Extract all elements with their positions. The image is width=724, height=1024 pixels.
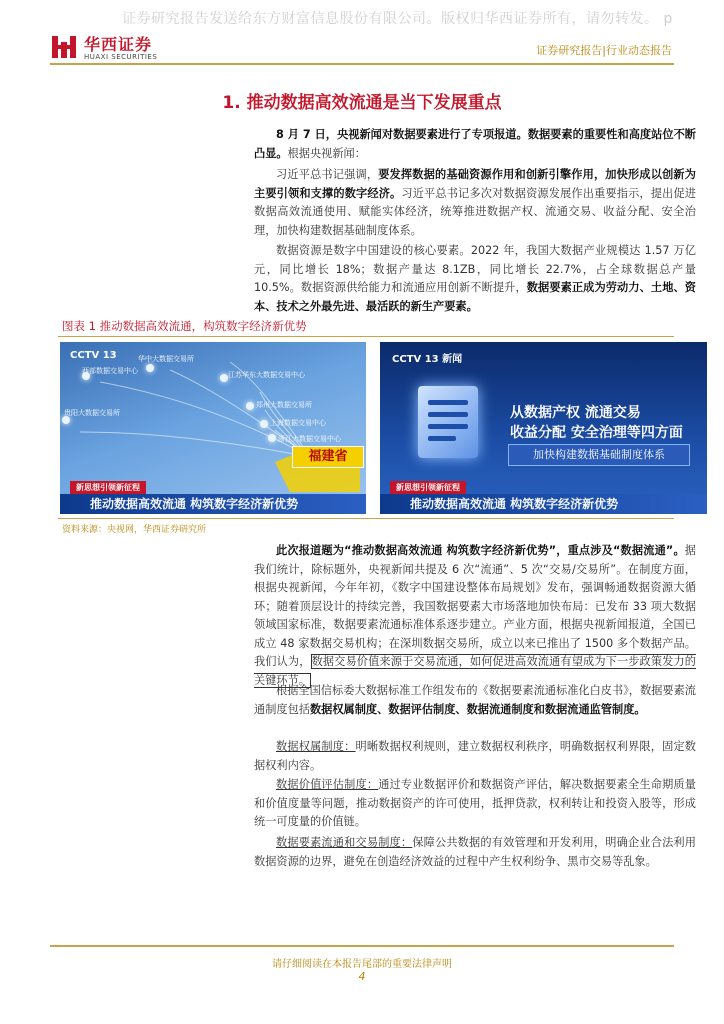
page-number: 4	[358, 970, 366, 983]
paragraph-trading	[254, 834, 696, 871]
figure-bottom-rule	[58, 518, 674, 519]
news-ribbon: 新思想引领新征程	[390, 481, 466, 494]
map-label: 西部数据交易中心	[82, 367, 138, 375]
p4-b: 据我们统计，除标题外，央视新闻共提及 6 次“流通”、5 次“交易/交易所”。在制度方面，根据央视新闻，今年年初，《数字中国建设整体布局规划》发布，强调畅通数据资源大循环；随着顶层设计的持续完善，我国数据要素大市场落地加快布局：已发布 33 项大数据领域国家标准，数据要素流通标准体系逐步建立。产业方面，根据央视新闻报道，全国已成立 48 家数据交易机构；在深圳数据交易所，成立以来已推出了 1500 多个数据产品。我们认为，	[254, 544, 696, 668]
map-label: 浙江大数据交易中心	[278, 435, 341, 443]
p1-bold: 8 月 7 日，央视新闻对数据要素进行了专项报道。数据要素的重要性和高度站位不断凸显。	[254, 128, 696, 160]
document-icon	[418, 386, 478, 458]
p2-a: 习近平总书记强调，	[276, 168, 379, 181]
p4-a: 此次报道题为“推动数据高效流通 构筑数字经济新优势”，重点涉及“数据流通”。	[276, 544, 685, 557]
logo-english-name: HUAXI SECURITIES	[84, 53, 158, 61]
paragraph-1	[254, 126, 696, 163]
p5-b: 数据权属制度、数据评估制度、数据流通制度和数据流通监管制度。	[309, 702, 646, 716]
paragraph-3	[254, 242, 696, 316]
map-label: 贵阳大数据交易所	[64, 409, 120, 417]
location-pin-icon	[220, 374, 228, 382]
map-label: 华中大数据交易所	[138, 355, 194, 363]
valuation-text: 通过专业数据评价和数据资产评估，解决数据要素全生命期质量和价值度量等问题，推动数据资产的许可使用，抵押贷款，权利转让和投资入股等，形成统一可度量的价值链。	[254, 778, 696, 828]
logo-name: 华西证券	[84, 35, 153, 54]
trading-text: 保障公共数据的有效管理和开发利用，明确企业合法利用数据资源的边界，避免在创造经济效益的过程中产生权利纷争、黑市交易等乱象。	[254, 836, 696, 868]
location-pin-icon	[260, 420, 268, 428]
panel-line-2: 收益分配 安全治理等四方面	[510, 425, 683, 441]
location-pin-icon	[246, 402, 254, 410]
figure-top-rule	[58, 336, 674, 337]
p5-a: 根据全国信标委大数据标准工作组发布的《数据要素流通标准化白皮书》，数据要素流通制度包括	[254, 684, 696, 716]
location-pin-icon	[268, 434, 276, 442]
location-pin-icon	[146, 364, 154, 372]
panel-line-1: 从数据产权 流通交易	[510, 405, 641, 421]
paragraph-2	[254, 166, 696, 240]
paragraph-5	[254, 682, 696, 719]
map-label: 江苏华东大数据交易中心	[228, 371, 305, 379]
map-label: 上海数据交易中心	[270, 419, 326, 427]
watermark: 证券研究报告发送给东方财富信息股份有限公司。版权归华西证券所有，请勿转发。 p	[122, 11, 673, 27]
cctv-logo: CCTV 13	[70, 350, 117, 361]
p3-a: 数据资源是数字中国建设的核心要素。2022 年，我国大数据产业规模达 1.57 万亿元，同比增长 18%；数据产量达 8.1ZB，同比增长 22.7%，占全球数据总产量 10.5%。数据资源供给能力和流通应用创新不断提升，	[254, 244, 696, 294]
ownership-label: 数据权属制度：	[276, 740, 356, 753]
figure-caption: 图表 1 推动数据高效流通，构筑数字经济新优势	[62, 319, 307, 333]
p2-b: 要发挥数据的基础资源作用和创新引擎作用，加快形成以创新为主要引领和支撑的数字经济。	[254, 168, 696, 200]
map-label: 郑州大数据交易所	[256, 401, 312, 409]
valuation-label: 数据价值评估制度：	[276, 778, 379, 791]
news-ribbon: 新思想引领新征程	[70, 481, 146, 494]
cctv-logo: CCTV 13 新闻	[392, 354, 463, 365]
paragraph-valuation	[254, 776, 696, 832]
news-banner: 推动数据高效流通 构筑数字经济新优势	[60, 494, 366, 514]
figure-image-panel	[380, 342, 707, 514]
ownership-text: 明晰数据权利规则，建立数据权利秩序，明确数据权利界限，固定数据权利内容。	[254, 740, 696, 772]
trading-label: 数据要素流通和交易制度：	[276, 836, 413, 849]
footer-divider	[50, 945, 674, 947]
p2-c: 习近平总书记多次对数据资源发展作出重要指示，提出促进数据高效流通使用、赋能实体经济，统筹推进数据产权、流通交易、收益分配、安全治理，加快构建数据基础制度体系。	[254, 186, 696, 237]
p4-c-highlight: 数据交易价值来源于交易流通，如何促进高效流通有望成为下一步政策发力的关键环节。	[254, 655, 696, 687]
paragraph-ownership	[254, 738, 696, 775]
p1-rest: 根据央视新闻：	[287, 146, 366, 160]
fujian-highlight: 福建省	[292, 446, 364, 468]
header-divider	[50, 63, 674, 65]
paragraph-4	[254, 542, 696, 690]
section-title: 1. 推动数据高效流通是当下发展重点	[222, 93, 502, 113]
news-banner: 推动数据高效流通 构筑数字经济新优势	[380, 494, 707, 514]
huaxi-logo-icon	[50, 34, 78, 60]
panel-strip: 加快构建数据基础制度体系	[508, 444, 690, 466]
figure-image-map	[60, 342, 366, 514]
legal-notice: 请仔细阅读在本报告尾部的重要法律声明	[272, 959, 452, 970]
report-type: 证券研究报告|行业动态报告	[536, 44, 672, 57]
figure-source: 资料来源：央视网，华西证券研究所	[62, 525, 207, 535]
p3-b: 数据要素正成为劳动力、土地、资本、技术之外最先进、最活跃的新生产要素。	[254, 281, 696, 313]
